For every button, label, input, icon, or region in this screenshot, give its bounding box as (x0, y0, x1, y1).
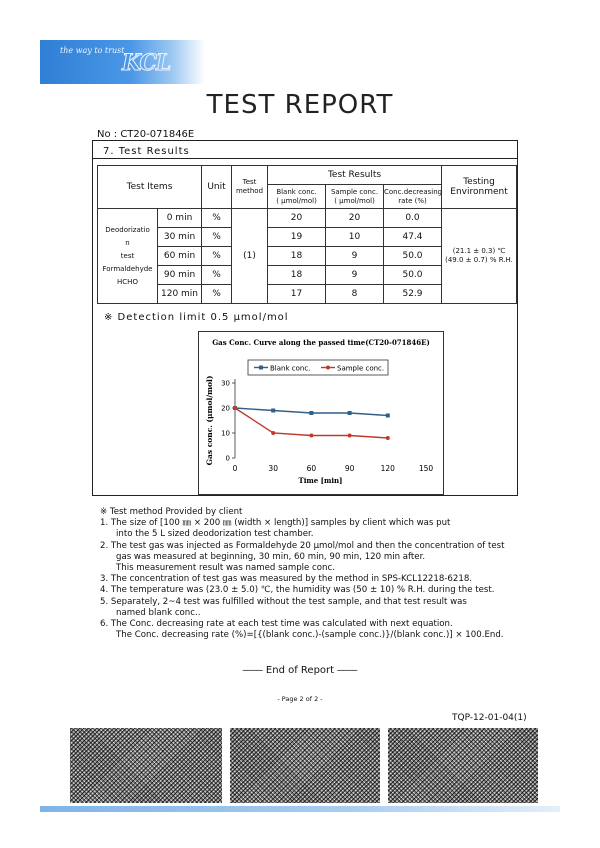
note-line: This measurement result was named sample conc. (116, 563, 335, 574)
x-tick-label: 90 (344, 464, 355, 473)
header-test-method: Test method (232, 166, 268, 209)
time-cell: 120 min (158, 285, 202, 304)
sample-conc-unit: ( μmol/mol) (334, 196, 375, 205)
notes-heading: ※ Test method Provided by client (100, 507, 243, 517)
results-table (97, 165, 517, 304)
form-code: TQP-12-01-04(1) (452, 713, 527, 723)
x-tick-label: 120 (380, 464, 395, 473)
note-line: The Conc. decreasing rate (%)=[{(blank conc.)-(sample conc.)}/(blank conc.)] × 100.End. (116, 630, 504, 641)
blank-conc-point (309, 411, 313, 415)
detection-limit: ※ Detection limit 0.5 μmol/mol (104, 312, 289, 323)
y-tick-label: 10 (221, 429, 230, 438)
sample-cell: 20 (326, 209, 384, 228)
notes-lines (100, 518, 530, 641)
item-label-line: Formaldehyde (102, 264, 153, 273)
page-number: - Page 2 of 2 - (277, 695, 323, 703)
header-unit: Unit (202, 166, 232, 209)
x-tick-label: 150 (418, 464, 434, 473)
item-label-line: test (120, 251, 135, 260)
sample-conc-point (348, 434, 352, 438)
rate-unit: rate (%) (398, 196, 427, 205)
time-cell: 30 min (158, 228, 202, 247)
environment-humidity: (49.0 ± 0.7) % R.H. (445, 256, 513, 264)
blank-conc-label: Blank conc. (276, 187, 317, 196)
time-cell: 0 min (158, 209, 202, 228)
test-method-notes (100, 507, 530, 641)
blank-cell: 19 (268, 228, 326, 247)
sample-cell: 8 (326, 285, 384, 304)
blank-cell: 18 (268, 247, 326, 266)
sample-cell: 9 (326, 247, 384, 266)
sample-conc-point (271, 431, 275, 435)
table-row (98, 209, 517, 228)
header-blank-conc (268, 185, 326, 209)
unit-cell: % (202, 228, 232, 247)
item-label-line: HCHO (117, 277, 138, 286)
security-pattern-left (70, 728, 222, 803)
rate-cell: 0.0 (384, 209, 442, 228)
rate-cell: 50.0 (384, 247, 442, 266)
blank-conc-point (348, 411, 352, 415)
brand-tagline: the way to trust (60, 46, 125, 55)
header-test-items: Test Items (98, 166, 202, 209)
sample-conc-label: Sample conc. (330, 187, 379, 196)
end-of-report: ―― End of Report ―― (242, 665, 358, 676)
kcl-logo: KCL (122, 50, 171, 76)
rate-cell: 50.0 (384, 266, 442, 285)
sample-conc-point (233, 406, 237, 410)
note-line: 2. The test gas was injected as Formaldehyde 20 μmol/mol and then the concentration of test (100, 540, 505, 551)
blank-cell: 20 (268, 209, 326, 228)
unit-cell: % (202, 266, 232, 285)
note-line: into the 5 L sized deodorization test chamber. (116, 529, 314, 540)
blank-conc-point (386, 414, 390, 418)
header-test-results: Test Results (268, 166, 442, 185)
sample-cell: 9 (326, 266, 384, 285)
x-tick-label: 0 (232, 464, 238, 473)
y-tick-label: 0 (225, 454, 230, 463)
blank-conc-unit: ( μmol/mol) (276, 196, 317, 205)
time-cell: 60 min (158, 247, 202, 266)
test-item-label (98, 209, 158, 304)
item-label-line: Deodorizatio (105, 225, 150, 234)
chart-title: Gas Conc. Curve along the passed time(CT20-071846E) (212, 338, 430, 347)
blank-cell: 17 (268, 285, 326, 304)
note-line: 5. Separately, 2~4 test was fulfilled without the test sample, and that test result was (100, 596, 467, 607)
sample-conc-point (309, 434, 313, 438)
rate-cell: 47.4 (384, 228, 442, 247)
note-line: gas was measured at beginning, 30 min, 60 min, 90 min, 120 min after. (116, 551, 426, 562)
sample-conc-point (386, 436, 390, 440)
legend-sample-marker (326, 366, 330, 370)
note-line: named blank conc.. (116, 607, 201, 618)
header-sample-conc (326, 185, 384, 209)
header-decreasing-rate (384, 185, 442, 209)
rate-label: Conc.decreasing (384, 187, 443, 196)
legend-sample-label: Sample conc. (337, 364, 385, 373)
unit-cell: % (202, 285, 232, 304)
footer-band (40, 806, 560, 812)
unit-cell: % (202, 247, 232, 266)
page-title: TEST REPORT (206, 90, 394, 120)
x-tick-label: 60 (306, 464, 317, 473)
blank-cell: 18 (268, 266, 326, 285)
unit-cell: % (202, 209, 232, 228)
environment-cell (442, 209, 517, 304)
gas-concentration-chart (198, 331, 444, 495)
environment-temperature: (21.1 ± 0.3) ℃ (452, 247, 506, 255)
header-testing-environment: Testing Environment (442, 166, 517, 209)
x-tick-label: 30 (268, 464, 278, 473)
section-divider (92, 158, 518, 159)
method-cell: (1) (232, 209, 268, 304)
y-tick-label: 30 (221, 379, 230, 388)
security-pattern-center (230, 728, 380, 803)
legend-blank-label: Blank conc. (270, 364, 311, 373)
time-cell: 90 min (158, 266, 202, 285)
note-line: 1. The size of [100 ㎜ × 200 ㎜ (width × length)] samples by client which was put (100, 518, 451, 529)
sample-cell: 10 (326, 228, 384, 247)
y-axis-label: Gas conc. (μmol/mol) (205, 375, 214, 466)
rate-cell: 52.9 (384, 285, 442, 304)
section-heading: 7. Test Results (103, 146, 190, 157)
note-line: 3. The concentration of test gas was measured by the method in SPS-KCL12218-6218. (100, 574, 473, 585)
legend-blank-marker (259, 366, 263, 370)
note-line: 4. The temperature was (23.0 ± 5.0) ℃, the humidity was (50 ± 10) % R.H. during the test. (100, 585, 495, 596)
y-tick-label: 20 (221, 404, 230, 413)
note-line: 6. The Conc. decreasing rate at each test time was calculated with next equation. (100, 619, 453, 630)
item-label-line: n (125, 238, 130, 247)
blank-conc-point (271, 409, 275, 413)
security-pattern-right (388, 728, 538, 803)
x-axis-label: Time [min] (298, 476, 343, 485)
report-number: No : CT20-071846E (97, 129, 195, 140)
